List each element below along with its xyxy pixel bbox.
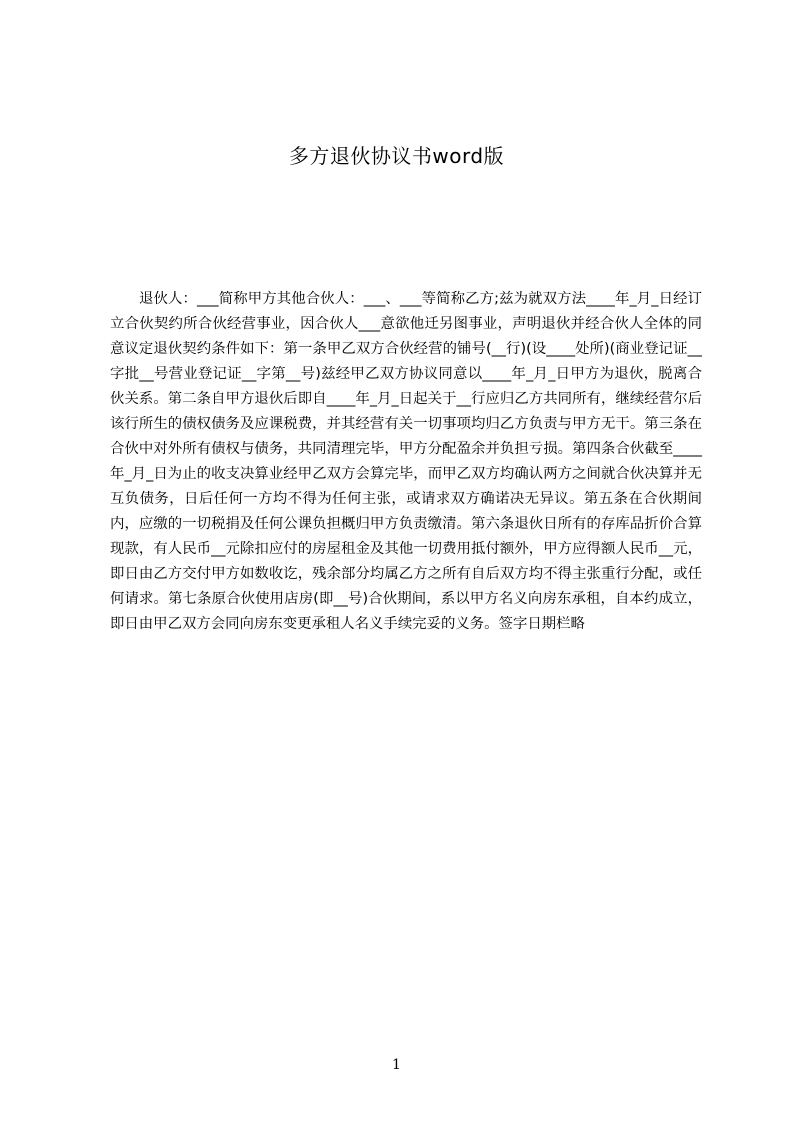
document-body-paragraph: 退伙人：___简称甲方其他合伙人：___、___等简称乙方;兹为就双方法____年_月_日经订立合伙契约所合伙经营事业，因合伙人___意欲他迁另图事业，声明退伙并经合伙人全体的同意议定退伙契约条件如下：第一条甲乙双方合伙经营的铺号(__行)(设____处所)(商业登记证__字批__号营业登记证__字第__号)兹经甲乙双方协议同意以____年_月_日甲方为退伙，脱离合伙关系。第二条自甲方退伙后即自____年_月_日起关于__行应归乙方共同所有，继续经营尔后该行所生的债权债务及应课税费，并其经营有关一切事项均归乙方负责与甲方无干。第三条在合伙中对外所有债权与债务，共同清理完毕，甲方分配盈余并负担亏损。第四条合伙截至____年_月_日为止的收支决算业经甲乙双方会算完毕，而甲乙双方均确认两方之间就合伙决算并无互负债务，日后任何一方均不得为任何主张，或请求双方确诺决无异议。第五条在合伙期间内，应缴的一切税捐及任何公课负担概归甲方负责缴清。第六条退伙日所有的存库品折价合算现款，有人民币__元除扣应付的房屋租金及其他一切费用抵付额外，甲方应得额人民币__元，即日由乙方交付甲方如数收讫，残余部分均属乙方之所有自后双方均不得主张重行分配，或任何请求。第七条原合伙使用店房(即__号)合伙期间，系以甲方名义向房东承租，自本约成立，即日由甲乙双方会同向房东变更承租人名义手续完妥的义务。签字日期栏略 bbox=[110, 291, 702, 632]
page-number: 1 bbox=[392, 1057, 401, 1073]
document-title: 多方退伙协议书word版 bbox=[288, 144, 505, 168]
